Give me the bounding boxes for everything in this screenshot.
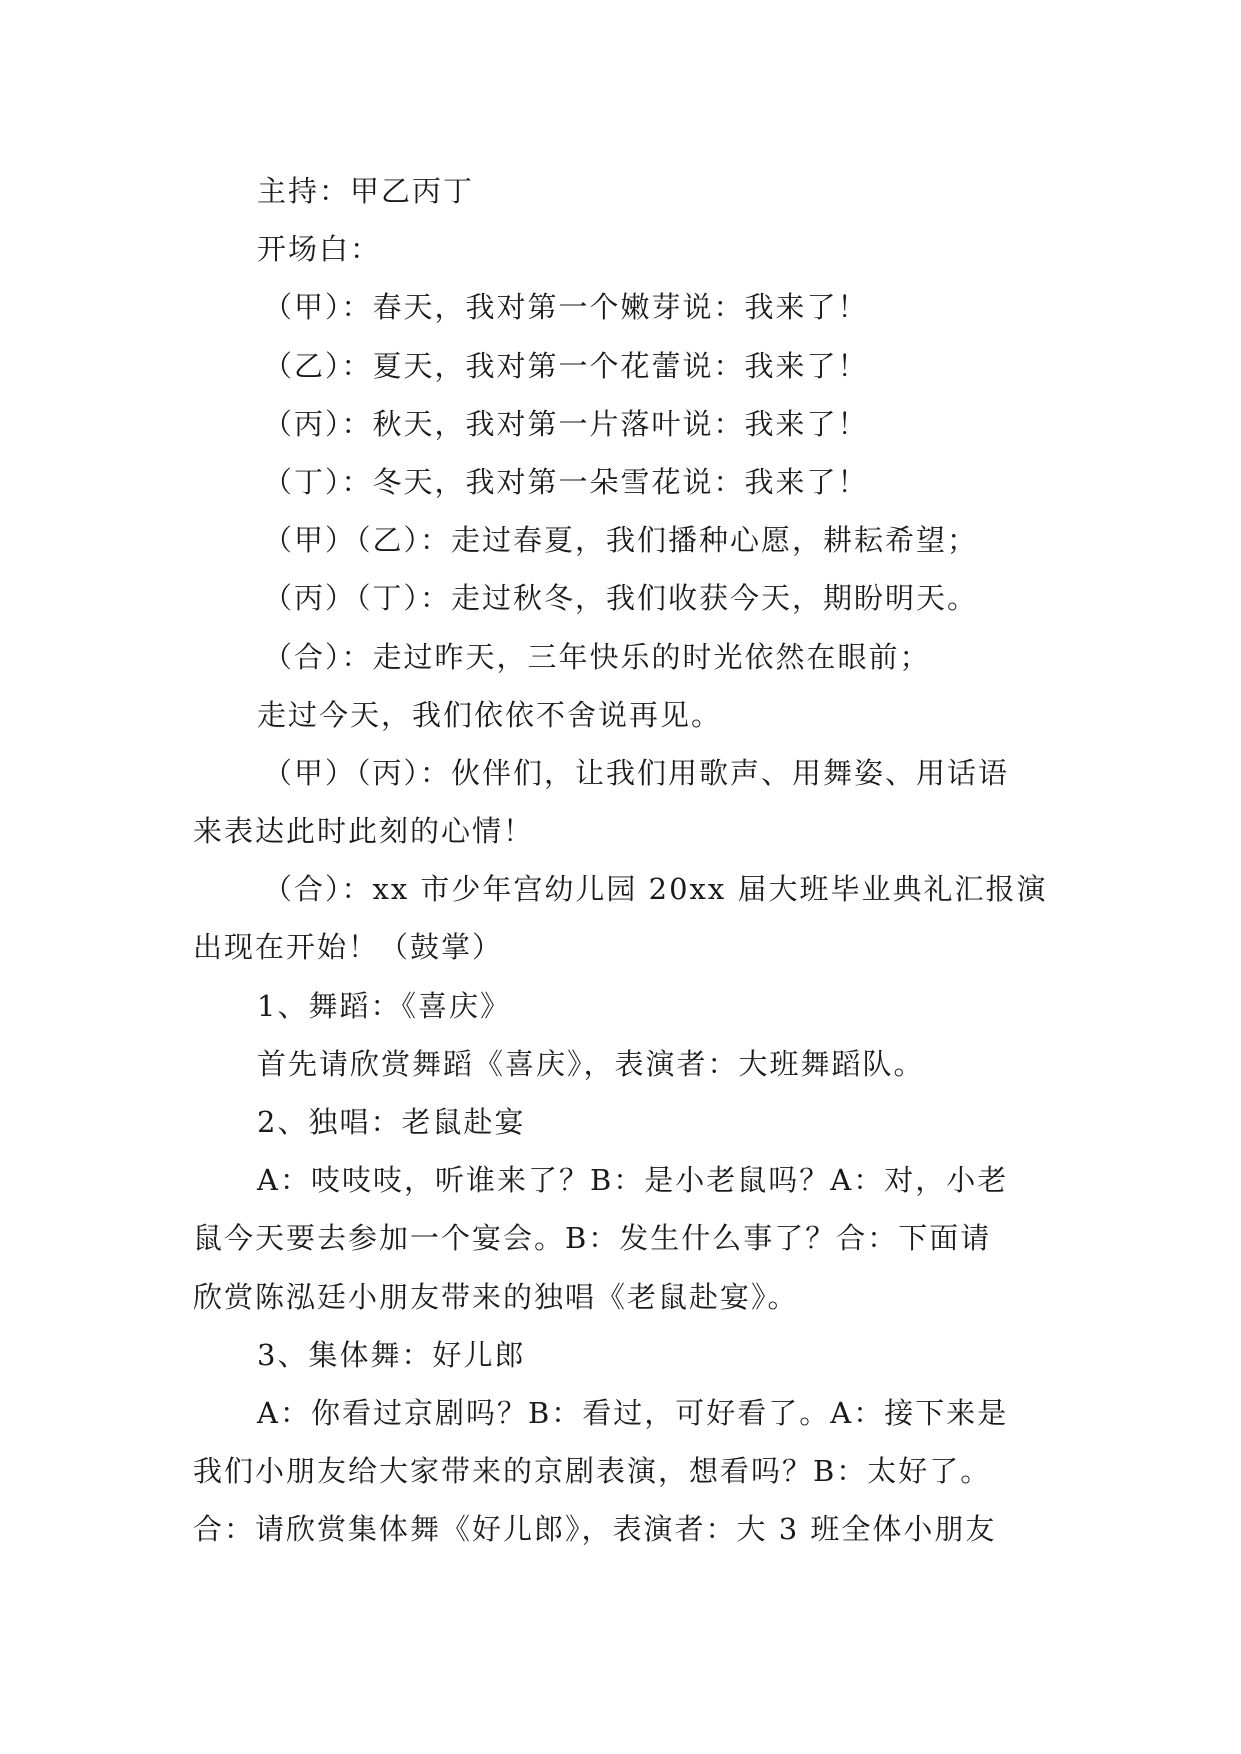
dialogue-line: （甲）（丙）：伙伴们，让我们用歌声、用舞姿、用话语: [263, 755, 1010, 790]
dialogue-line: （丙）：秋天，我对第一片落叶说：我来了！: [263, 406, 869, 441]
program-item-intro: 首先请欣赏舞蹈《喜庆》，表演者：大班舞蹈队。: [257, 1046, 925, 1081]
dialogue-line: （乙）：夏天，我对第一个花蕾说：我来了！: [263, 348, 869, 383]
host-line: 主持：甲乙丙丁: [257, 174, 475, 208]
program-item-intro-continued: 欣赏陈泓廷小朋友带来的独唱《老鼠赴宴》。: [193, 1279, 799, 1314]
program-item-heading: 3、集体舞：好儿郎: [257, 1337, 526, 1372]
document-body: [193, 162, 1053, 1559]
dialogue-line: （合）：xx 市少年宫幼儿园 20xx 届大班毕业典礼汇报演: [263, 872, 1048, 907]
dialogue-line-continued: 出现在开始！（鼓掌）: [193, 930, 504, 965]
program-item-intro-continued: 鼠今天要去参加一个宴会。B：发生什么事了？合：下面请: [193, 1221, 992, 1256]
dialogue-line: （丁）：冬天，我对第一朵雪花说：我来了！: [263, 464, 869, 499]
dialogue-line: （丙）（丁）：走过秋冬，我们收获今天，期盼明天。: [263, 581, 979, 616]
dialogue-line: 走过今天，我们依依不舍说再见。: [257, 697, 723, 732]
dialogue-line-continued: 来表达此时此刻的心情！: [193, 814, 535, 849]
program-item-intro: A：你看过京剧吗？B：看过，可好看了。A：接下来是: [257, 1395, 1009, 1430]
program-item-heading: 1、舞蹈：《喜庆》: [257, 988, 511, 1023]
program-item-intro-continued: 我们小朋友给大家带来的京剧表演，想看吗？B：太好了。: [193, 1454, 992, 1489]
dialogue-line: （甲）：春天，我对第一个嫩芽说：我来了！: [263, 290, 869, 325]
opening-heading: 开场白：: [257, 232, 382, 267]
program-item-intro-continued: 合：请欣赏集体舞《好儿郎》，表演者：大 3 班全体小朋友: [193, 1512, 997, 1547]
dialogue-line: （甲）（乙）：走过春夏，我们播种心愿，耕耘希望；: [263, 523, 979, 558]
program-item-intro: A：吱吱吱，听谁来了？B：是小老鼠吗？A：对，小老: [257, 1163, 1009, 1198]
dialogue-line: （合）：走过昨天，三年快乐的时光依然在眼前；: [263, 639, 931, 674]
program-item-heading: 2、独唱：老鼠赴宴: [257, 1105, 526, 1139]
